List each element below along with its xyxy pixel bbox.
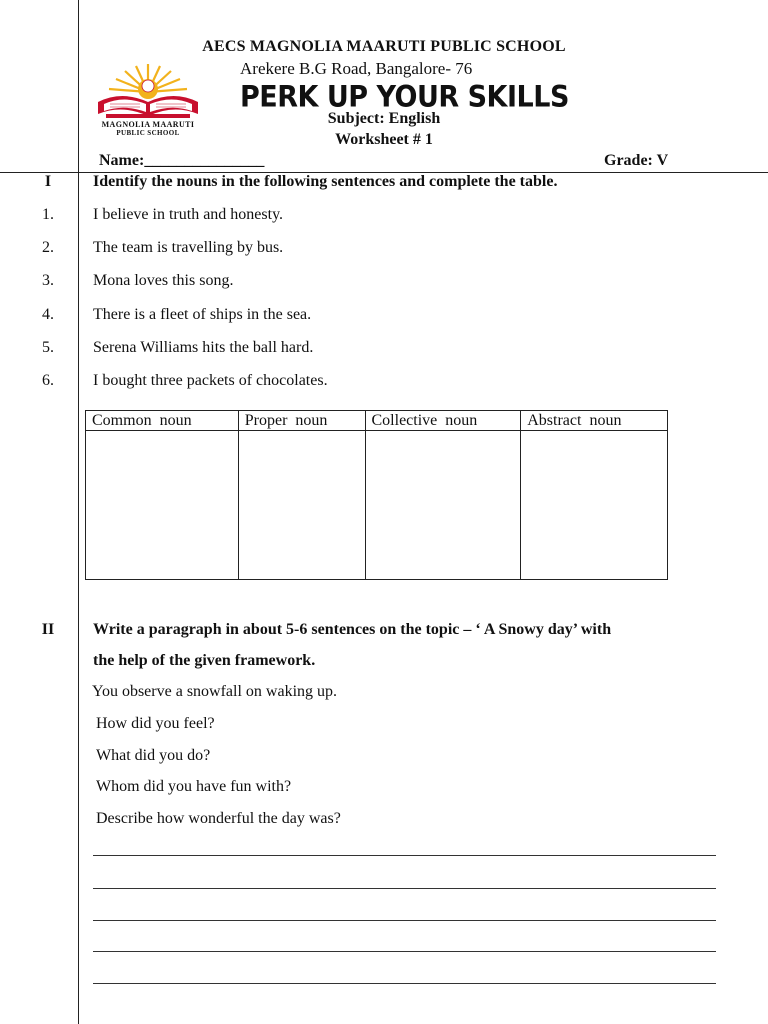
noun-table [85, 410, 668, 580]
answer-line[interactable] [93, 888, 716, 890]
table-cell[interactable] [86, 431, 239, 580]
item-number: 6. [42, 372, 54, 389]
section-instruction: the help of the given framework. [93, 652, 316, 669]
section-numeral: II [41, 621, 55, 638]
sentence: There is a fleet of ships in the sea. [93, 306, 312, 323]
table-cell[interactable] [521, 431, 668, 580]
logo-text: MAGNOLIA MAARUTI [101, 120, 195, 129]
table-header: Common noun [86, 411, 239, 431]
slogan: PERK UP YOUR SKILLS [240, 80, 569, 115]
section-instruction: Identify the nouns in the following sentences and complete the table. [93, 173, 558, 190]
sentence: The team is travelling by bus. [93, 239, 284, 256]
writing-prompt: You observe a snowfall on waking up. [92, 683, 338, 700]
table-cell[interactable] [365, 431, 521, 580]
worksheet-number: Worksheet # 1 [335, 131, 433, 148]
sentence: I believe in truth and honesty. [93, 206, 284, 223]
framework-question: Describe how wonderful the day was? [96, 810, 341, 827]
answer-line[interactable] [93, 855, 716, 857]
item-number: 1. [42, 206, 54, 223]
item-number: 4. [42, 306, 54, 323]
item-number: 5. [42, 339, 54, 356]
school-address: Arekere B.G Road, Bangalore- 76 [240, 59, 473, 78]
table-header: Collective noun [365, 411, 521, 431]
section-numeral: I [44, 173, 52, 190]
subject-label: Subject: English [327, 110, 441, 127]
framework-question: What did you do? [96, 747, 211, 764]
school-name: AECS MAGNOLIA MAARUTI PUBLIC SCHOOL [202, 38, 566, 55]
name-field: Name:_______________ [99, 152, 265, 169]
table-cell[interactable] [238, 431, 365, 580]
framework-question: How did you feel? [96, 715, 215, 732]
section-instruction: Write a paragraph in about 5-6 sentences on the topic – ‘ A Snowy day’ with [93, 621, 612, 638]
logo-text: PUBLIC SCHOOL [116, 129, 180, 137]
margin-line [78, 0, 79, 1024]
sentence: I bought three packets of chocolates. [93, 372, 328, 389]
sentence: Mona loves this song. [93, 272, 234, 289]
item-number: 3. [42, 272, 54, 289]
grade-label: Grade: V [604, 152, 669, 169]
answer-line[interactable] [93, 951, 716, 953]
table-header: Abstract noun [521, 411, 668, 431]
sentence: Serena Williams hits the ball hard. [93, 339, 314, 356]
answer-line[interactable] [93, 983, 716, 985]
item-number: 2. [42, 239, 54, 256]
framework-question: Whom did you have fun with? [96, 778, 292, 795]
answer-line[interactable] [93, 920, 716, 922]
table-header: Proper noun [238, 411, 365, 431]
